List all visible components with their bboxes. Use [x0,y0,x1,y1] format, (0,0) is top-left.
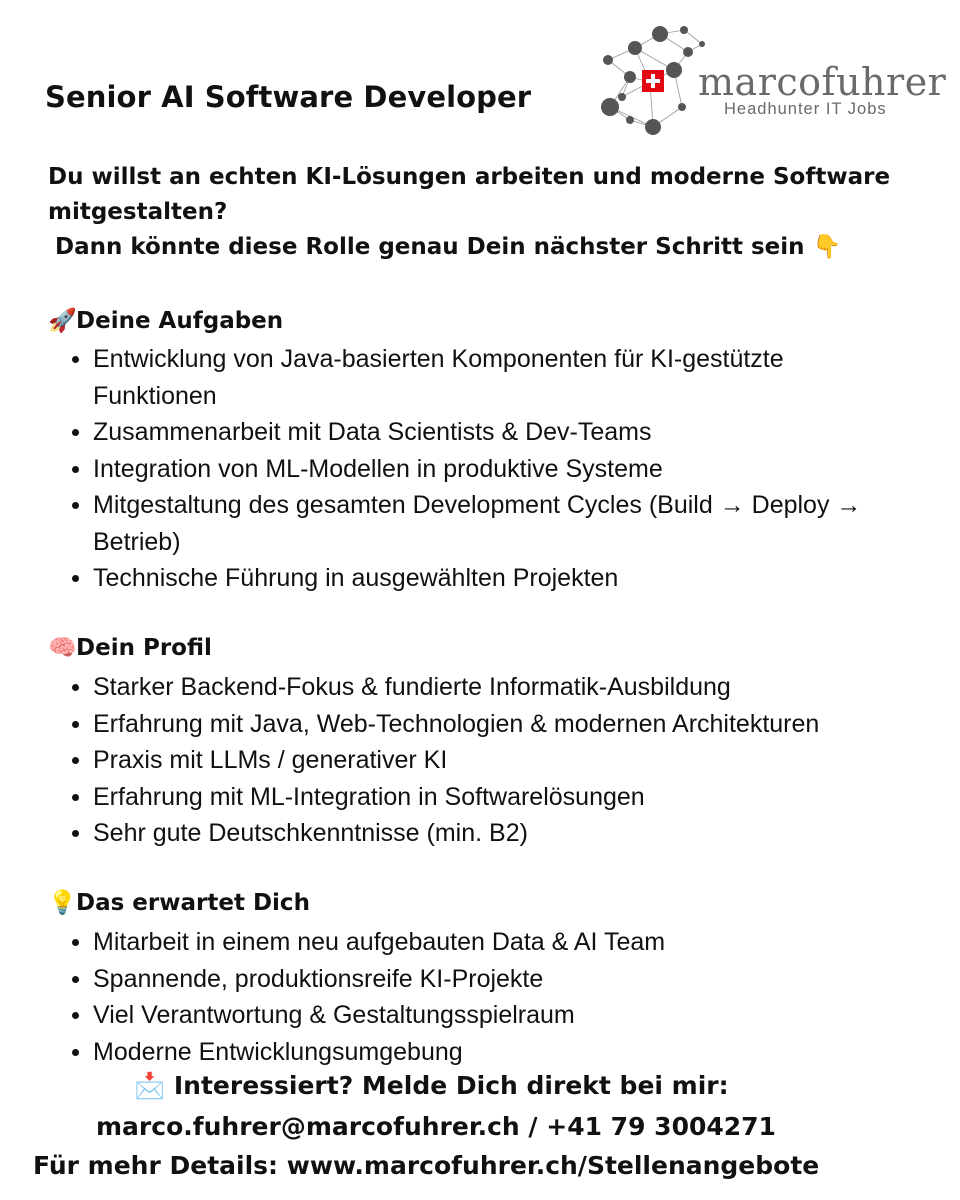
section-heading-offer [48,889,310,916]
brain-icon: 🧠 [48,635,77,661]
list-item: Erfahrung mit Java, Web-Technologien & modernen Architekturen [70,706,940,743]
list-item: Sehr gute Deutschkenntnisse (min. B2) [70,815,940,852]
page-title: Senior AI Software Developer [45,80,532,114]
list-item: Entwicklung von Java-basierten Komponenten für KI-gestützte Funktionen [70,341,893,414]
company-logo [590,22,947,142]
envelope-icon: 📩 [134,1071,166,1100]
list-item: Starker Backend-Fokus & fundierte Informatik-Ausbildung [70,669,940,706]
section-heading-profile [48,634,212,661]
list-item: Praxis mit LLMs / generativer KI [70,742,940,779]
logo-wordmark: marcofuhrer [698,60,947,104]
light-bulb-icon: 💡 [48,890,77,916]
details-link[interactable]: Für mehr Details: www.marcofuhrer.ch/Stellenangebote [33,1151,820,1180]
pointing-down-icon: 👇 [812,234,842,260]
intro-line: mitgestalten? [48,199,228,225]
section-heading-label: Das erwartet Dich [76,890,310,916]
contact-cta [134,1071,729,1101]
list-item: Integration von ML-Modellen in produktive Systeme [70,451,940,488]
intro-line [48,230,928,265]
list-item: Viel Verantwortung & Gestaltungsspielraum [70,997,940,1034]
list-item: Zusammenarbeit mit Data Scientists & Dev-Teams [70,414,940,451]
tasks-list [70,341,940,597]
section-heading-label: Deine Aufgaben [76,308,284,334]
contact-cta-text: Interessiert? Melde Dich direkt bei mir: [173,1071,729,1100]
swiss-flag-icon [642,70,664,92]
list-item: Mitarbeit in einem neu aufgebauten Data & AI Team [70,924,940,961]
list-item: Mitgestaltung des gesamten Development Cycles (Build → Deploy → Betrieb) [70,487,938,560]
intro-line: Du willst an echten KI-Lösungen arbeiten und moderne Software [48,164,891,190]
list-item: Spannende, produktionsreife KI-Projekte [70,961,940,998]
network-logo-icon [590,22,710,142]
section-heading-label: Dein Profil [76,635,212,661]
intro-line-text: Dann könnte diese Rolle genau Dein nächster Schritt sein [55,234,805,260]
offer-list [70,924,940,1070]
list-item: Technische Führung in ausgewählten Projekten [70,560,940,597]
list-item: Moderne Entwicklungsumgebung [70,1034,940,1071]
section-heading-tasks [48,307,283,334]
contact-details[interactable]: marco.fuhrer@marcofuhrer.ch / +41 79 3004271 [96,1112,776,1141]
list-item: Erfahrung mit ML-Integration in Softwarelösungen [70,779,940,816]
intro-text [48,160,928,265]
rocket-icon: 🚀 [48,308,77,334]
profile-list [70,669,940,852]
logo-tagline: Headhunter IT Jobs [724,100,887,118]
